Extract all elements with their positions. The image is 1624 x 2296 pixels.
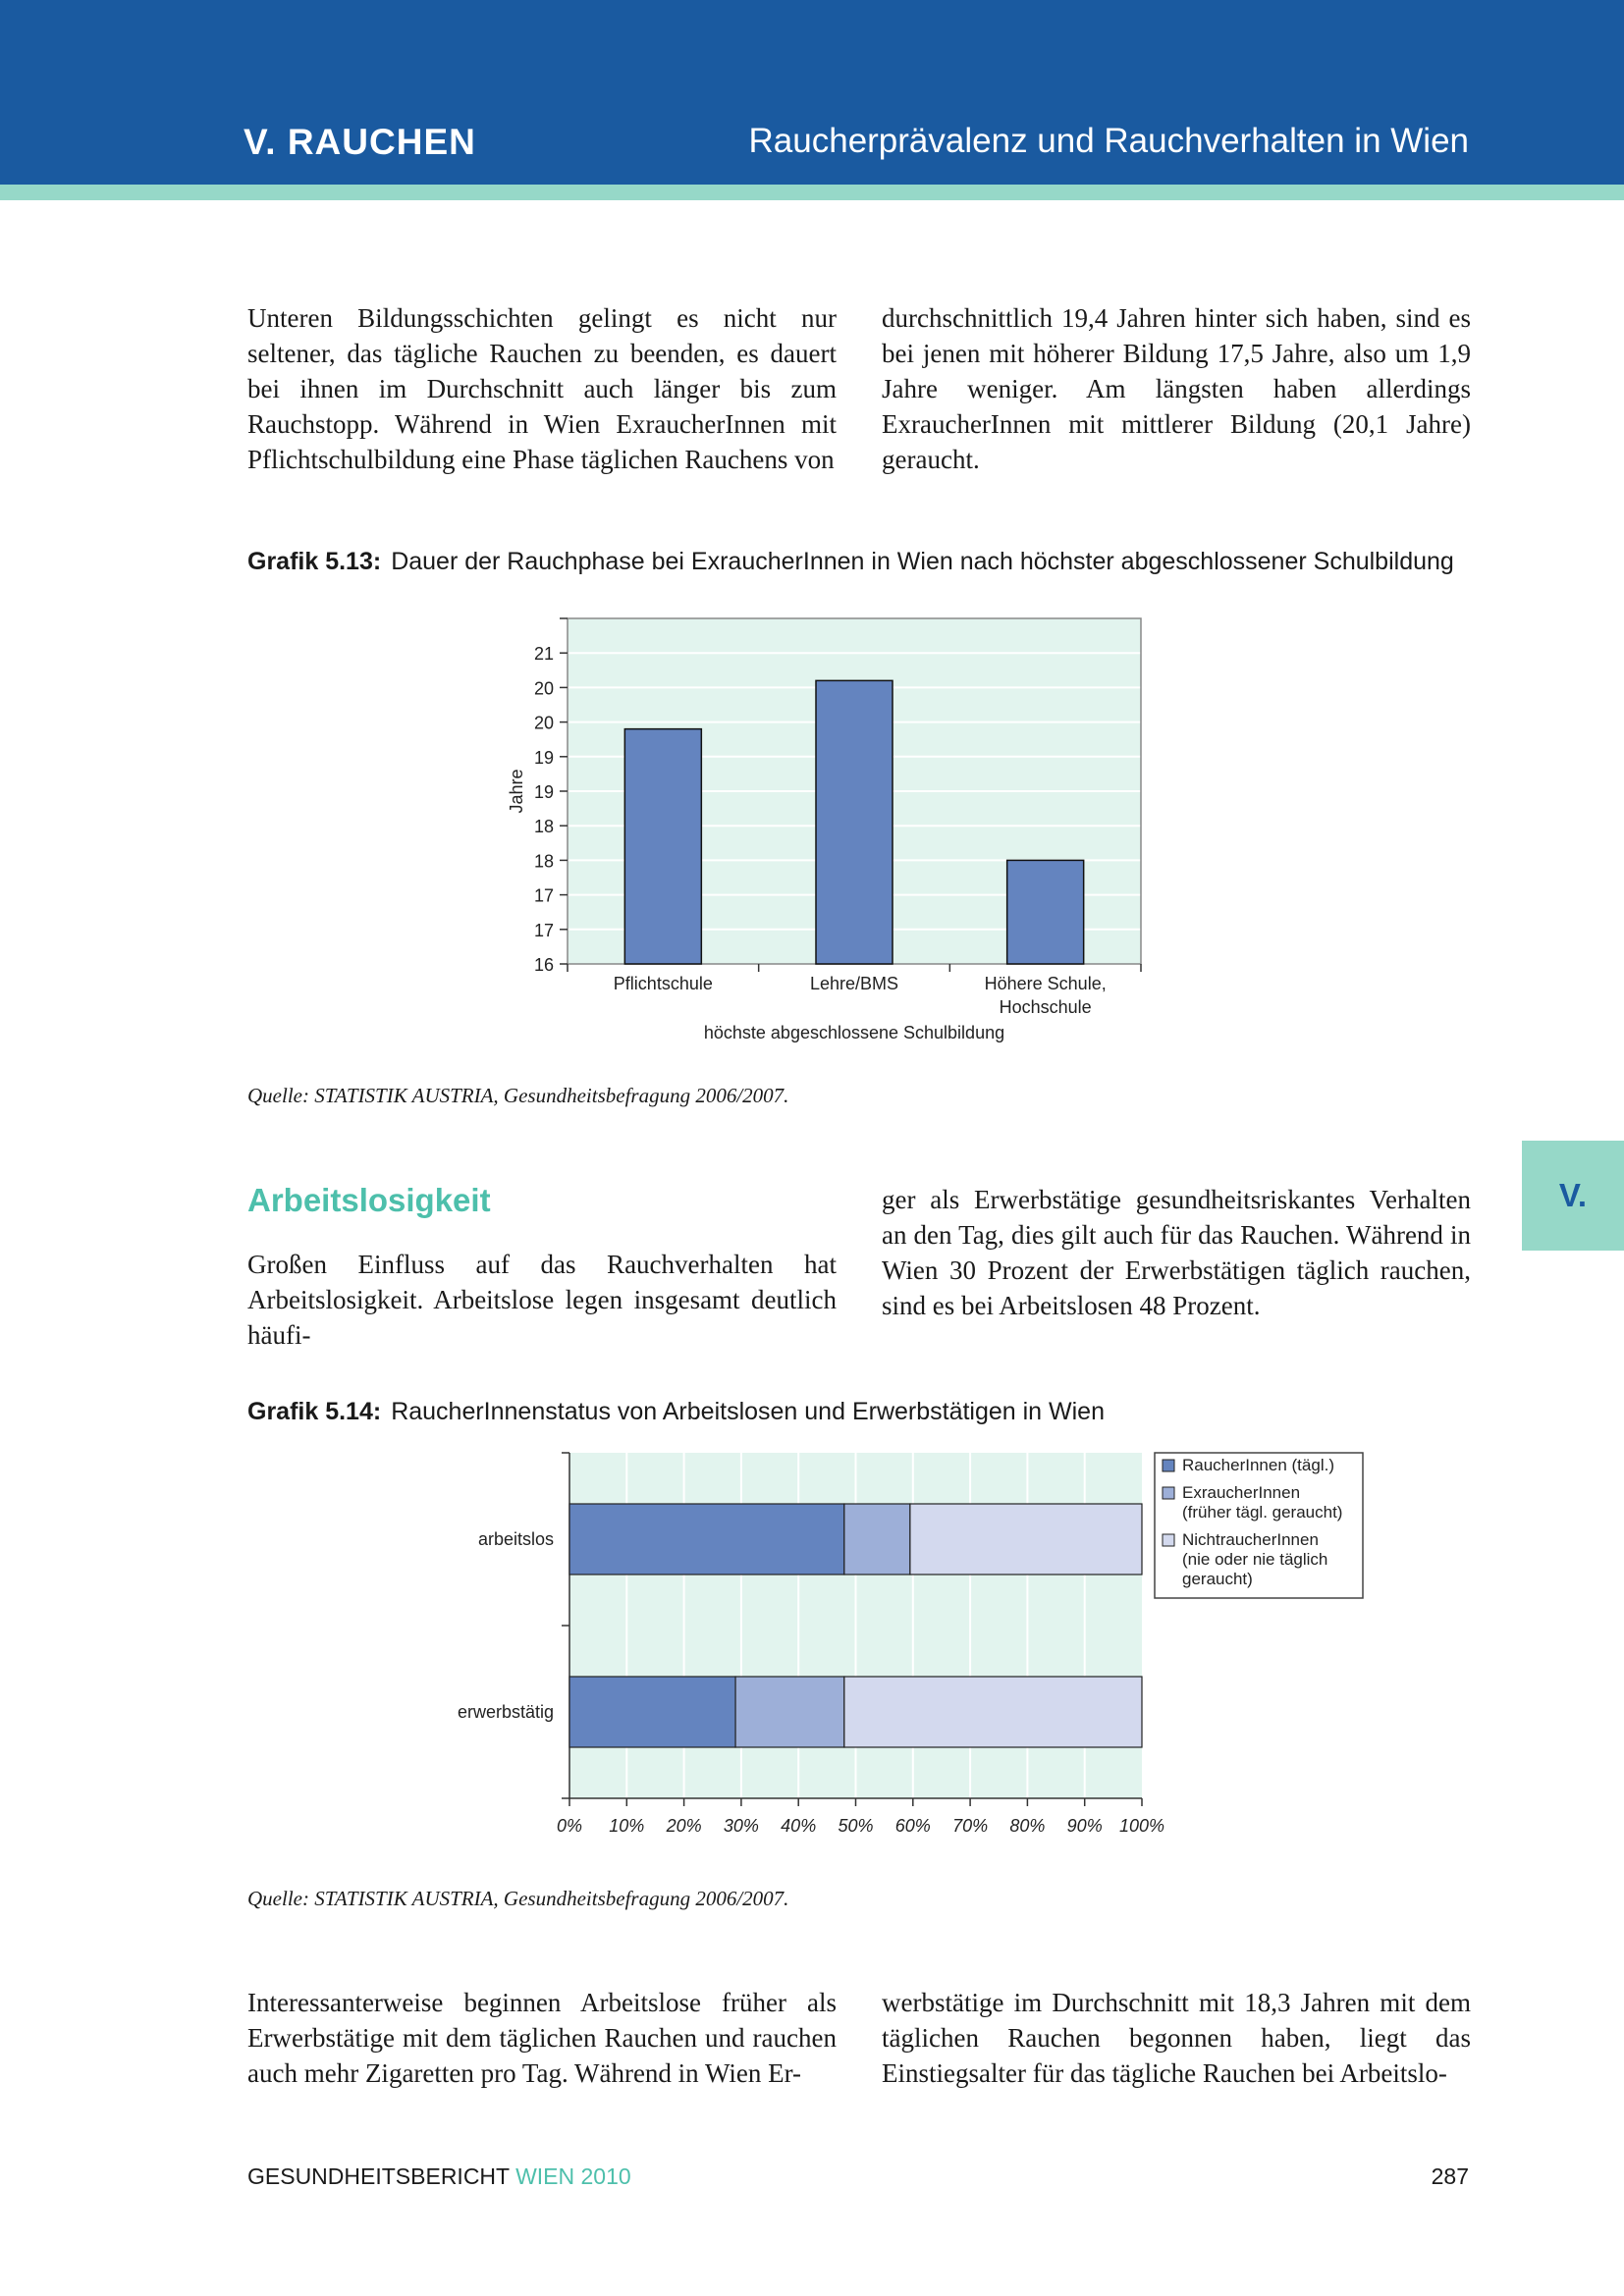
y-tick-label: 17 xyxy=(533,920,554,940)
para3-right: werbstätige im Durchschnitt mit 18,3 Jahren mit dem täglichen Rauchen begonnen haben, liegt das Einstiegsalter für das tägliche Rauchen bei Arbeitslo- xyxy=(882,1988,1471,2088)
source-note-1: Quelle: STATISTIK AUSTRIA, Gesundheitsbefragung 2006/2007. xyxy=(247,1084,789,1107)
x-tick-label: 60% xyxy=(894,1816,931,1836)
y-tick-label: 19 xyxy=(533,747,554,768)
x-tick-label: 50% xyxy=(838,1816,874,1836)
legend-swatch xyxy=(1163,1460,1174,1471)
page-number: 287 xyxy=(1431,2163,1469,2189)
section-title-arbeitslosigkeit: Arbeitslosigkeit xyxy=(247,1182,491,1218)
bar xyxy=(624,729,701,964)
y-tick-label: 18 xyxy=(533,817,554,837)
para1-left: Unteren Bildungsschichten gelingt es nicht nur seltener, das tägliche Rauchen zu beenden, es dauert bei ihnen im Durchschnitt auch länger bis zum Rauchstopp. Während in Wien ExraucherInnen mit Pflichtschulbildung eine Phase täglichen Rauchens von xyxy=(247,303,837,474)
x-tick-label: 0% xyxy=(556,1816,583,1836)
x-tick-label: Höhere Schule, xyxy=(984,974,1107,993)
footer-publication: GESUNDHEITSBERICHT WIEN 2010 xyxy=(247,2163,631,2189)
figure-caption-5-13: Grafik 5.13: Dauer der Rauchphase bei ExraucherInnen in Wien nach höchster abgeschlossener Schulbildung xyxy=(247,548,1454,575)
legend-label: RaucherInnen (tägl.) xyxy=(1182,1456,1334,1474)
legend-label: NichtraucherInnen xyxy=(1182,1530,1319,1549)
x-tick-label: 20% xyxy=(666,1816,702,1836)
section-text-right: ger als Erwerbstätige gesundheitsriskantes Verhalten an den Tag, dies gilt auch für das Rauchen. Während in Wien 30 Prozent der Erwerbstätigen täglich rauchen, sind es bei Arbeitslosen 48 Prozent. xyxy=(882,1185,1471,1320)
figure-caption-5-14: Grafik 5.14: RaucherInnenstatus von Arbeitslosen und Erwerbstätigen in Wien xyxy=(247,1398,1105,1425)
y-tick-label: arbeitslos xyxy=(477,1529,554,1549)
bar-segment xyxy=(844,1504,910,1575)
x-tick-label: 30% xyxy=(723,1816,759,1836)
y-tick-label: 17 xyxy=(533,885,554,906)
bar-segment xyxy=(910,1504,1142,1575)
section-text-left: Großen Einfluss auf das Rauchverhalten hat Arbeitslosigkeit. Arbeitslose legen insgesamt deutlich häufi- xyxy=(247,1250,837,1350)
chapter-side-tab: V. xyxy=(1522,1141,1624,1251)
x-tick-label: Lehre/BMS xyxy=(809,974,899,993)
y-tick-label: 20 xyxy=(533,713,554,733)
legend-swatch xyxy=(1163,1487,1174,1499)
bar-segment xyxy=(569,1504,844,1575)
bar xyxy=(816,680,893,964)
legend-label: ExraucherInnen xyxy=(1182,1483,1301,1502)
y-tick-label: erwerbstätig xyxy=(457,1702,554,1722)
x-tick-label: 80% xyxy=(1009,1816,1046,1836)
bar xyxy=(1007,860,1084,964)
para3-left: Interessanterweise beginnen Arbeitslose früher als Erwerbstätige mit dem täglichen Rauchen und rauchen auch mehr Zigaretten pro Tag. Während in Wien Er- xyxy=(247,1988,837,2088)
x-tick-label: Pflichtschule xyxy=(613,974,713,993)
x-tick-label: 100% xyxy=(1118,1816,1165,1836)
legend-label: geraucht) xyxy=(1182,1570,1253,1588)
x-axis-label: höchste abgeschlossene Schulbildung xyxy=(703,1023,1005,1042)
legend-swatch xyxy=(1163,1534,1174,1546)
x-tick-label: 90% xyxy=(1066,1816,1103,1836)
bar-segment xyxy=(735,1677,844,1747)
y-tick-label: 18 xyxy=(533,851,554,872)
legend-label: (nie oder nie täglich xyxy=(1182,1550,1328,1569)
y-tick-label: 20 xyxy=(533,678,554,699)
x-tick-label: 70% xyxy=(952,1816,989,1836)
x-tick-label: 10% xyxy=(609,1816,645,1836)
header-stripe xyxy=(0,185,1624,200)
y-tick-label: 16 xyxy=(533,955,554,975)
legend-label: (früher tägl. geraucht) xyxy=(1182,1503,1343,1522)
bar-segment xyxy=(569,1677,735,1747)
page-header-title: Raucherprävalenz und Rauchverhalten in Wien xyxy=(748,122,1469,160)
y-tick-label: 21 xyxy=(533,644,554,665)
y-axis-label: Jahre xyxy=(507,769,526,814)
chapter-title: V. RAUCHEN xyxy=(244,122,476,162)
bar-segment xyxy=(844,1677,1142,1747)
bar-chart-smoking-duration xyxy=(0,589,1624,1060)
y-tick-label: 19 xyxy=(533,782,554,802)
x-tick-label: 40% xyxy=(781,1816,817,1836)
para1-right: durchschnittlich 19,4 Jahren hinter sich haben, sind es bei jenen mit höherer Bildung 17,5 Jahre, also um 1,9 Jahre weniger. Am längsten haben allerdings ExraucherInnen mit mittlerer Bildung (20,1 Jahre) geraucht. xyxy=(882,303,1471,474)
stacked-bar-chart-smoking-status xyxy=(0,1433,1624,1855)
x-tick-label: Hochschule xyxy=(999,997,1092,1017)
source-note-2: Quelle: STATISTIK AUSTRIA, Gesundheitsbefragung 2006/2007. xyxy=(247,1887,789,1910)
